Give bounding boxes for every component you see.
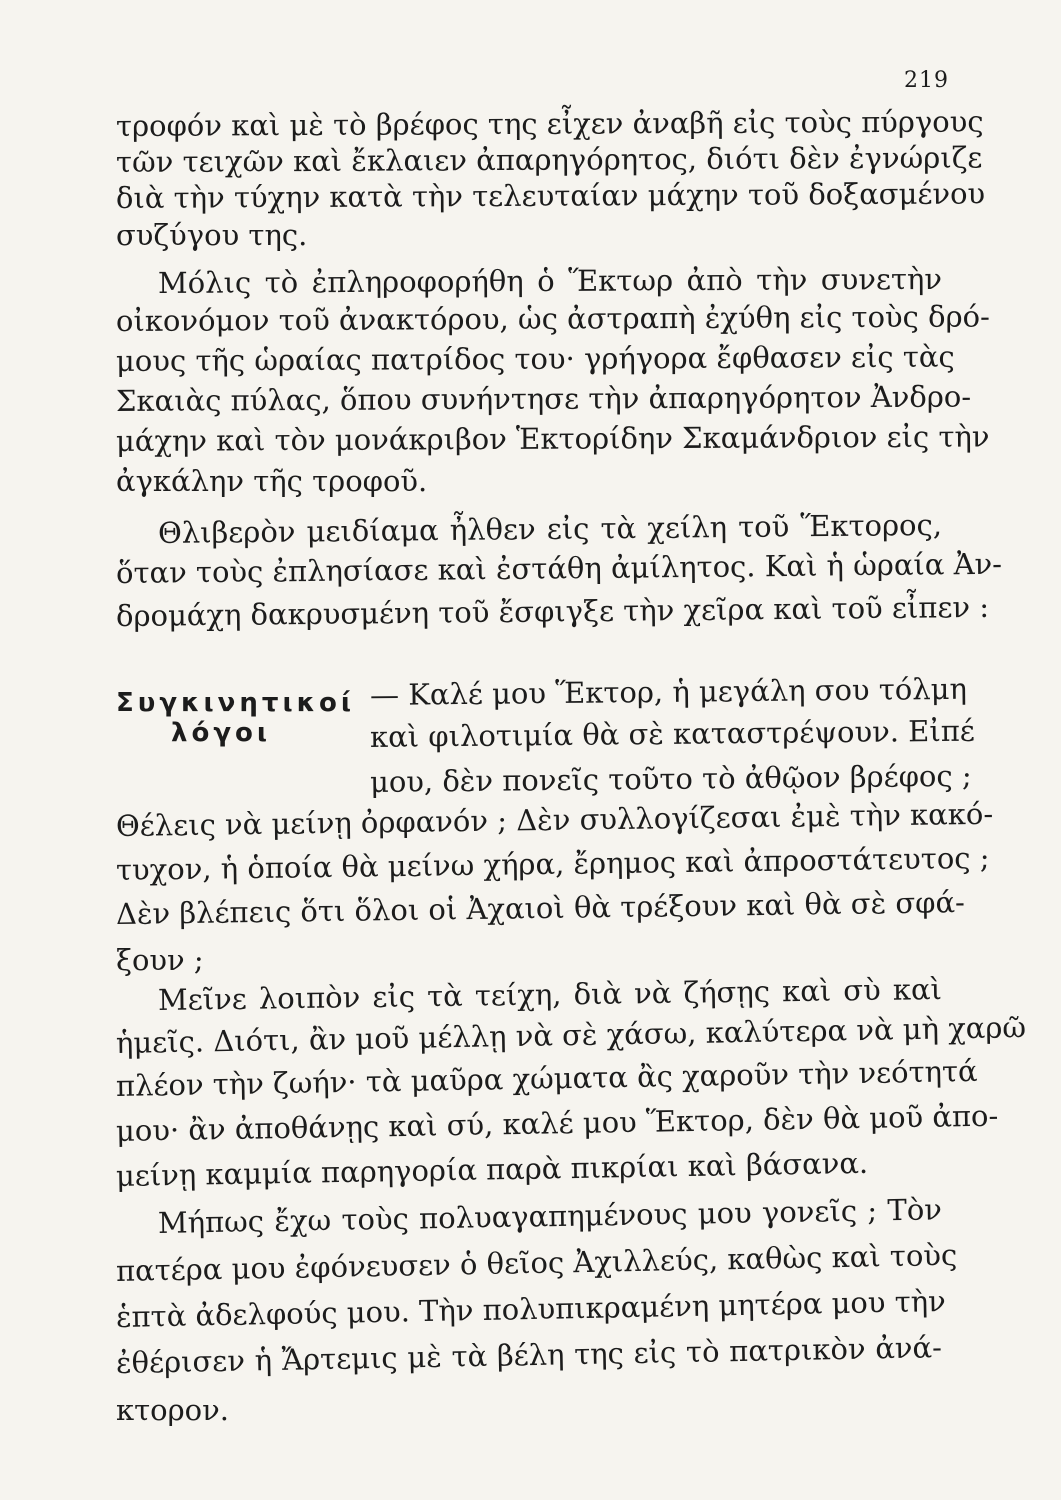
margin-note [116, 688, 355, 748]
text-line: Σκαιὰς πύλας, ὅπου συνήντησε τὴν ἀπαρηγόρητον Ἀνδρο- [115, 379, 972, 418]
text-line: ἡμεῖς. Διότι, ἂν μοῦ μέλλῃ νὰ σὲ χάσω, καλύτερα νὰ μὴ χαρῶ [115, 1010, 1027, 1060]
text-line: καὶ φιλοτιμία θὰ σὲ καταστρέψουν. Εἰπέ [369, 713, 976, 754]
text-line: Θέλεις νὰ μείνῃ ὀρφανόν ; Δὲν συλλογίζεσαι ἐμὲ τὴν κακό- [115, 796, 994, 843]
text-line: μου· ἂν ἀποθάνῃς καὶ σύ, καλέ μου Ἕκτορ, δὲν θὰ μοῦ ἀπο- [115, 1098, 999, 1148]
text-line: τροφόν καὶ μὲ τὸ βρέφος της εἶχεν ἀναβῆ εἰς τοὺς πύργους [115, 104, 984, 143]
text-line: πατέρα μου ἐφόνευσεν ὁ θεῖος Ἀχιλλεύς, καθὼς καὶ τοὺς [115, 1237, 958, 1288]
text-line: ἑπτὰ ἀδελφούς μου. Τὴν πολυπικραμένη μητέρα μου τὴν [115, 1284, 947, 1334]
text-line: τυχον, ἡ ὁποία θὰ μείνω χήρα, ἔρημος καὶ ἀπροστάτευτος ; [115, 840, 990, 887]
text-line: Μεῖνε λοιπὸν εἰς τὰ τείχη, διὰ νὰ ζήσῃς καὶ σὺ καὶ [157, 972, 943, 1017]
text-line: οἰκονόμον τοῦ ἀνακτόρου, ὡς ἀστραπὴ ἐχύθη εἰς τοὺς δρό- [115, 299, 990, 338]
text-line: ἀγκάλην τῆς τροφοῦ. [116, 464, 428, 498]
text-line: μου, δὲν πονεῖς τοῦτο τὸ ἀθῷον βρέφος ; [369, 758, 972, 799]
text-line: συζύγου της. [116, 218, 308, 252]
text-line: ὅταν τοὺς ἐπλησίασε καὶ ἐστάθη ἀμίλητος. Καὶ ἡ ὡραία Ἀν- [115, 546, 1003, 590]
text-line: μείνῃ καμμία παρηγορία παρὰ πικρίαι καὶ βάσανα. [115, 1145, 869, 1193]
margin-note-line-1: Συγκινητικοί [116, 688, 356, 718]
text-line: διὰ τὴν τύχην κατὰ τὴν τελευταίαν μάχην τοῦ δοξασμένου [115, 176, 986, 215]
text-line: ξουν ; [116, 943, 204, 977]
text-line: Θλιβερὸν μειδίαμα ἦλθεν εἰς τὰ χείλη τοῦ Ἕκτορος, [157, 507, 943, 550]
text-line: κτορον. [116, 1393, 229, 1427]
text-line: — Καλέ μου Ἕκτορ, ἡ μεγάλη σου τόλμη [369, 671, 968, 712]
text-line: τῶν τειχῶν καὶ ἔκλαιεν ἀπαρηγόρητος, διότι δὲν ἐγνώριζε [115, 140, 983, 179]
text-line: Δὲν βλέπεις ὅτι ὅλοι οἱ Ἀχαιοὶ θὰ τρέξουν καὶ θὰ σὲ σφά- [115, 885, 966, 931]
text-line: Μόλις τὸ ἐπληροφορήθη ὁ Ἕκτωρ ἀπὸ τὴν συνετὴν [157, 261, 943, 300]
text-line: δρομάχη δακρυσμένη τοῦ ἔσφιγξε τὴν χεῖρα καὶ τοῦ εἶπεν : [115, 589, 990, 633]
text-line: μάχην καὶ τὸν μονάκριβον Ἑκτορίδην Σκαμάνδριον εἰς τὴν [115, 419, 990, 458]
text-line: πλέον τὴν ζωήν· τὰ μαῦρα χώματα ἂς χαροῦν τὴν νεότητά [115, 1053, 978, 1103]
text-line: μους τῆς ὡραίας πατρίδος του· γρήγορα ἔφθασεν εἰς τὰς [115, 339, 955, 378]
text-line: ἐθέρισεν ἡ Ἄρτεμις μὲ τὰ βέλη της εἰς τὸ πατρικὸν ἀνά- [115, 1330, 943, 1380]
margin-note-line-2: λόγοι [171, 718, 272, 748]
page-number: 219 [904, 68, 949, 93]
text-line: Μήπως ἔχω τοὺς πολυαγαπημένους μου γονεῖς ; Τὸν [157, 1192, 943, 1240]
